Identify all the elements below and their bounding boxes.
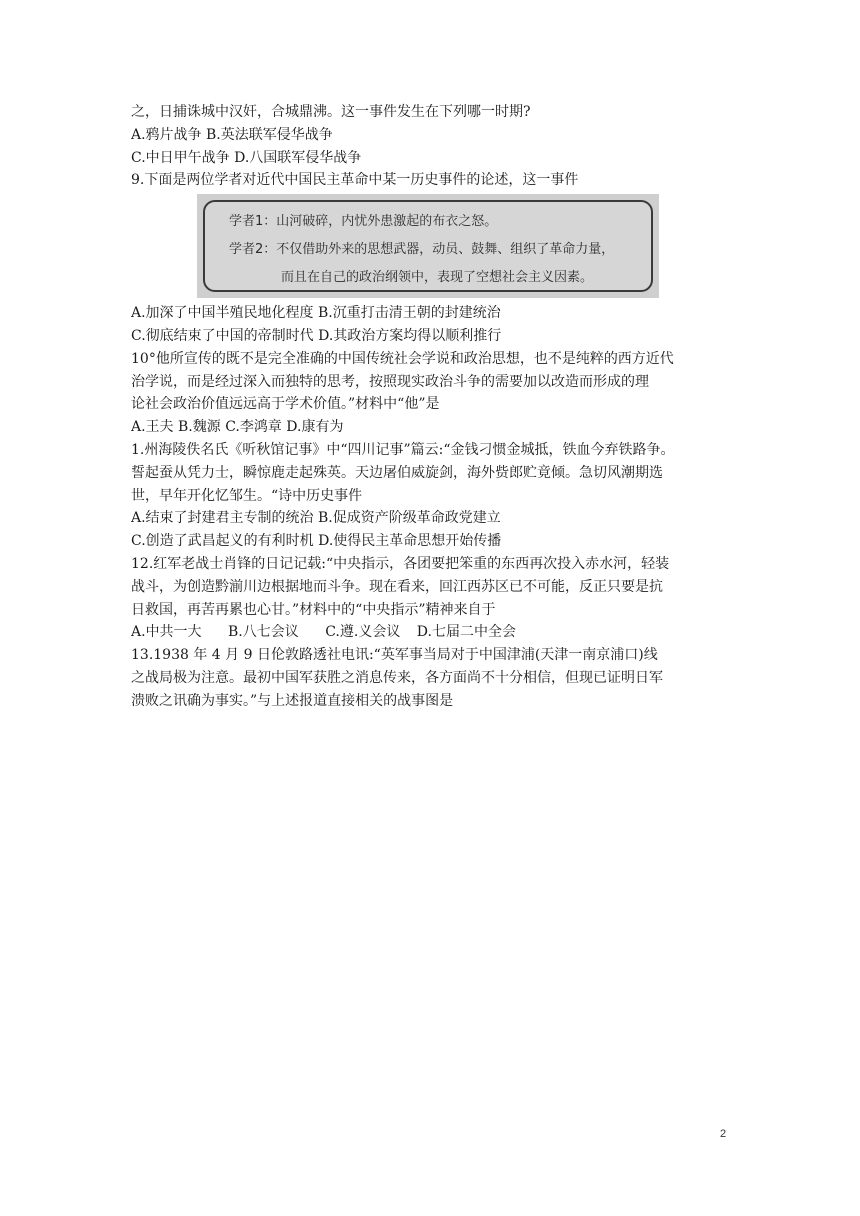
scholar-quote-image (197, 194, 659, 298)
q11-stem-1: 1.州海陵佚名氏《听秋馆记事》中“四川记事”篇云:“金钱刁惯金城抵，铁血今弃铁路争。 (131, 441, 675, 458)
q11-options-cd: C.创造了武昌起义的有利时机 D.使得民主革命思想开始传播 (131, 533, 502, 550)
q12-options (131, 621, 731, 644)
scholar-2-quote: 学者2：不仅借助外来的思想武器，动员、鼓舞、组织了革命力量， (229, 242, 615, 258)
q12-stem-2: 战斗，为创造黔湔川边根据地而斗争。现在看来，回江西苏区已不可能，反正只要是抗 (131, 578, 663, 595)
q8-options-cd: C.中日甲午战争 D.八国联军侵华战争 (131, 149, 362, 166)
q9-stem: 9.下面是两位学者对近代中国民主革命中某一历史事件的论述，这一事件 (131, 172, 579, 189)
q8-stem-end: 之，日捕诛城中汉奸，合城鼎沸。这一事件发生在下列哪一时期? (131, 104, 531, 120)
scholar-1-quote: 学者1：山河破碎，内忧外患激起的布衣之怒。 (229, 214, 498, 230)
q12-option-c: C.遵.义会议 (325, 624, 401, 641)
q13-stem-3: 溃败之讯确为事实。”与上述报道直接相关的战事图是 (131, 692, 454, 709)
q11-options-ab: A.结束了封建君主专制的统治 B.促成资产阶级革命政党建立 (131, 510, 501, 527)
q10-options: A.王夫 B.魏源 C.李鸿章 D.康有为 (131, 419, 344, 436)
q12-option-b: B.八七会议 (228, 624, 299, 641)
q11-stem-2: 誓起蚕从凭力士，瞬惊鹿走起殊英。天边屠伯威旋剑，海外赀郎贮竟倾。急切风潮期选 (131, 464, 663, 481)
q13-stem-2: 之战局极为注意。最初中国军获胜之消息传来，各方面尚不十分相信，但现已证明日军 (131, 669, 663, 686)
q8-options-ab: A.鸦片战争 B.英法联军侵华战争 (131, 126, 333, 143)
page-number: 2 (720, 1128, 727, 1140)
q10-stem-3: 论社会政治价值远远高于学术价值。”材料中“他”是 (131, 396, 440, 413)
scholar-2-quote-cont: 而且在自己的政治纲领中，表现了空想社会主义因素。 (281, 270, 594, 286)
q12-stem-3: 日救国，再苦再累也心甘。”材料中的“中央指示”精神来自于 (131, 601, 496, 618)
q9-options-ab: A.加深了中国半殖民地化程度 B.沉重打击清王朝的封建统治 (131, 305, 501, 322)
q10-stem-2: 治学说，而是经过深入而独特的思考，按照现实政治斗争的需要加以改造而形成的理 (131, 373, 649, 390)
q10-stem-1: 10°他所宣传的既不是完全准确的中国传统社会学说和政治思想，也不是纯粹的西方近代 (131, 350, 674, 367)
q12-option-d: D.七届二中全会 (416, 624, 516, 641)
scholar-quote-frame (203, 200, 653, 292)
q9-options-cd: C.彻底结束了中国的帝制时代 D.其政治方案均得以顺利推行 (131, 327, 502, 344)
q12-option-a: A.中共一大 (131, 624, 202, 641)
q13-stem-1: 13.1938 年 4 月 9 日伦敦路透社电讯:“英军事当局对于中国津浦(天津一南京浦口)线 (131, 647, 658, 664)
q12-stem-1: 12.红军老战士肖锋的日记记载:“中央指示，各团要把笨重的东西再次投入赤水河，轻装 (131, 555, 670, 572)
exam-page-content (131, 101, 731, 713)
q11-stem-3: 世，早年开化忆邹生。“诗中历史事件 (131, 487, 363, 504)
